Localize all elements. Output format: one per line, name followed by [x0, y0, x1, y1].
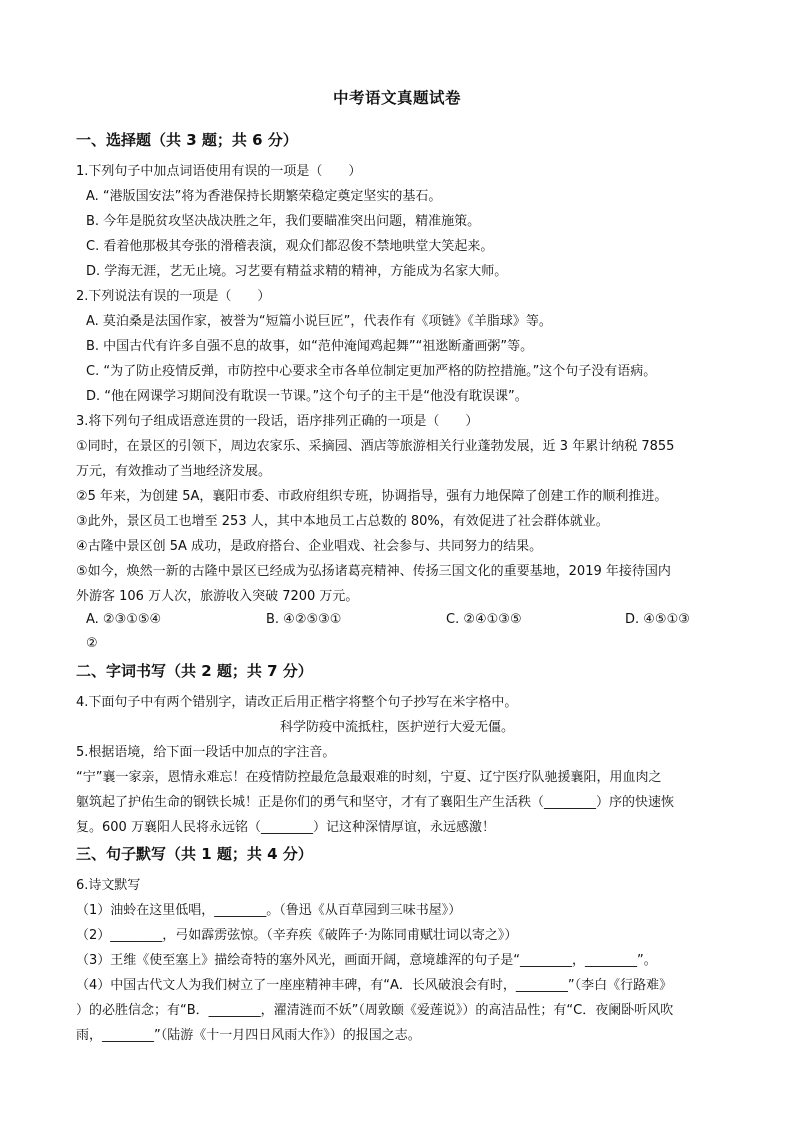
question-3-sentence-1-cont: 万元，有效推动了当地经济发展。: [76, 464, 272, 479]
question-3-stem: 3.将下列句子组成语意连贯的一段话，语序排列正确的一项是（ ）: [76, 414, 479, 429]
question-2-option-d: D. “他在网课学习期间没有耽误一节课。”这个句子的主干是“他没有耽误课”。: [86, 389, 528, 404]
section-heading-choice: 一、选择题（共 3 题；共 6 分）: [76, 131, 298, 149]
question-1-option-c: C. 看着他那极其夸张的滑稽表演，观众们都忍俊不禁地哄堂大笑起来。: [86, 239, 494, 254]
question-6-item-4-cont-2: 雨，________”（陆游《十一月四日风雨大作》）的报国之志。: [76, 1028, 421, 1043]
question-6-item-4-cont: ）的必胜信念；有“B．________，濯清涟而不妖”（周敦颐《爱莲说》）的高洁品性；有“C．夜阑卧听风吹: [76, 1003, 674, 1018]
question-2-option-a: A. 莫泊桑是法国作家，被誉为“短篇小说巨匠”，代表作有《项链》《羊脂球》等。: [86, 314, 552, 329]
page-title: 中考语文真题试卷: [332, 89, 461, 107]
question-4-stem: 4.下面句子中有两个错别字，请改正后用正楷字将整个句子抄写在米字格中。: [76, 695, 518, 710]
question-5-paragraph-line-1: “宁”襄一家亲，恩情永难忘！在疫情防控最危急最艰难的时刻，宁夏、辽宁医疗队驰援襄阳，用血肉之: [76, 770, 662, 785]
question-3-option-a: A. ②③①⑤④: [86, 612, 162, 627]
question-3-sentence-1: ①同时，在景区的引领下，周边农家乐、采摘园、酒店等旅游相关行业蓬勃发展，近 3 年累计纳税 7855: [76, 439, 675, 454]
question-2-option-b: B. 中国古代有许多自强不息的故事，如“范仲淹闻鸡起舞”“祖逖断齑画粥”等。: [86, 339, 534, 354]
section-heading-writing: 二、字词书写（共 2 题；共 7 分）: [76, 662, 313, 680]
question-5-paragraph-line-3: 复。600 万襄阳人民将永远铭（________）记这种深情厚谊，永远感激！: [76, 820, 495, 835]
question-3-option-b: B. ④②⑤③①: [266, 612, 342, 627]
question-3-sentence-4: ④古隆中景区创 5A 成功，是政府搭台、企业唱戏、社会参与、共同努力的结果。: [76, 539, 543, 554]
question-4-sentence: 科学防疫中流抵柱，医护逆行大爱无僵。: [279, 720, 514, 735]
question-5-paragraph-line-2: 躯筑起了护佑生命的钢铁长城！正是你们的勇气和坚守，才有了襄阳生产生活秩（________）序的快速恢: [76, 795, 675, 810]
question-2-option-c: C. “为了防止疫情反弹，市防控中心要求全市各单位制定更加严格的防控措施。”这个句子没有语病。: [86, 364, 657, 379]
question-5-stem: 5.根据语境，给下面一段话中加点的字注音。: [76, 745, 336, 760]
question-3-option-c: C. ②④①③⑤: [446, 612, 522, 627]
question-1-stem: 1.下列句子中加点词语使用有误的一项是（ ）: [76, 164, 362, 179]
question-6-item-4: （4）中国古代文人为我们树立了一座座精神丰碑，有“A．长风破浪会有时，________”（李白《行路难》: [76, 978, 673, 993]
question-1-option-d: D. 学海无涯，艺无止境。习艺要有精益求精的精神，方能成为名家大师。: [86, 264, 508, 279]
question-3-sentence-3: ③此外，景区员工也增至 253 人，其中本地员工占总数的 80%，有效促进了社会群体就业。: [76, 514, 609, 529]
question-6-item-2: （2）________，弓如霹雳弦惊。（辛弃疾《破阵子·为陈同甫赋壮词以寄之》）: [76, 928, 518, 943]
question-1-option-a: A. “港版国安法”将为香港保持长期繁荣稳定奠定坚实的基石。: [86, 189, 442, 204]
section-heading-recitation: 三、句子默写（共 1 题；共 4 分）: [76, 845, 313, 863]
question-3-sentence-2: ②5 年来，为创建 5A，襄阳市委、市政府组织专班，协调指导，强有力地保障了创建工作的顺利推进。: [76, 489, 668, 504]
question-6-item-1: （1）油蛉在这里低唱，________。（鲁迅《从百草园到三味书屋》）: [76, 903, 462, 918]
question-6-stem: 6.诗文默写: [76, 878, 141, 893]
question-3-sentence-5-cont: 外游客 106 万人次，旅游收入突破 7200 万元。: [76, 589, 359, 604]
question-1-option-b: B. 今年是脱贫攻坚决战决胜之年，我们要瞄准突出问题，精准施策。: [86, 214, 481, 229]
question-2-stem: 2.下列说法有误的一项是（ ）: [76, 289, 271, 304]
question-6-item-3: （3）王维《使至塞上》描绘奇特的塞外风光，画面开阔，意境雄浑的句子是“________，________”。: [76, 953, 657, 968]
question-3-sentence-5: ⑤如今，焕然一新的古隆中景区已经成为弘扬诸葛亮精神、传扬三国文化的重要基地，2019 年接待国内: [76, 564, 671, 579]
question-3-option-d-wrap: ②: [86, 636, 98, 651]
question-3-option-d: D. ④⑤①③: [625, 612, 690, 627]
